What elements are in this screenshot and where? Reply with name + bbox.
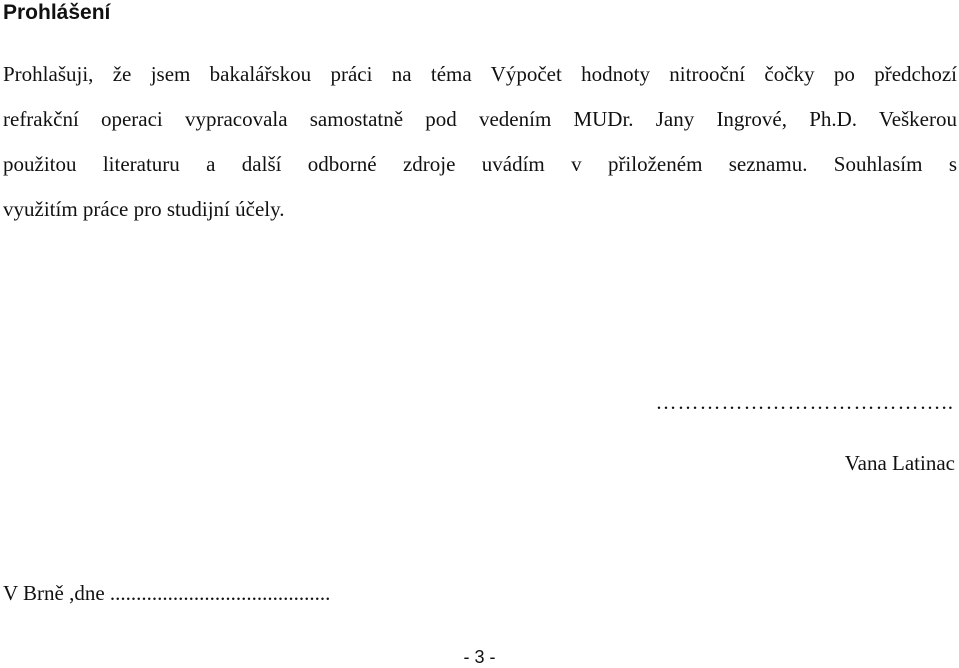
paragraph-line: refrakční operaci vypracovala samostatně pod vedením MUDr. Jany Ingrové, Ph.D. Veškerou xyxy=(3,107,957,131)
page-heading: Prohlášení xyxy=(3,1,111,24)
paragraph-line: využitím práce pro studijní účely. xyxy=(3,197,285,221)
declaration-paragraph xyxy=(3,57,957,237)
signature-line: ………………………………….. xyxy=(655,390,954,414)
page-number: - 3 - xyxy=(463,647,496,667)
paragraph-line: Prohlašuji, že jsem bakalářskou práci na téma Výpočet hodnoty nitrooční čočky po předchozí xyxy=(3,62,957,86)
paragraph-line: použitou literaturu a další odborné zdroje uvádím v přiloženém seznamu. Souhlasím s xyxy=(3,152,957,176)
signer-name: Vana Latinac xyxy=(844,451,955,475)
place-date-line: V Brně ,dne .......................................... xyxy=(3,581,331,605)
